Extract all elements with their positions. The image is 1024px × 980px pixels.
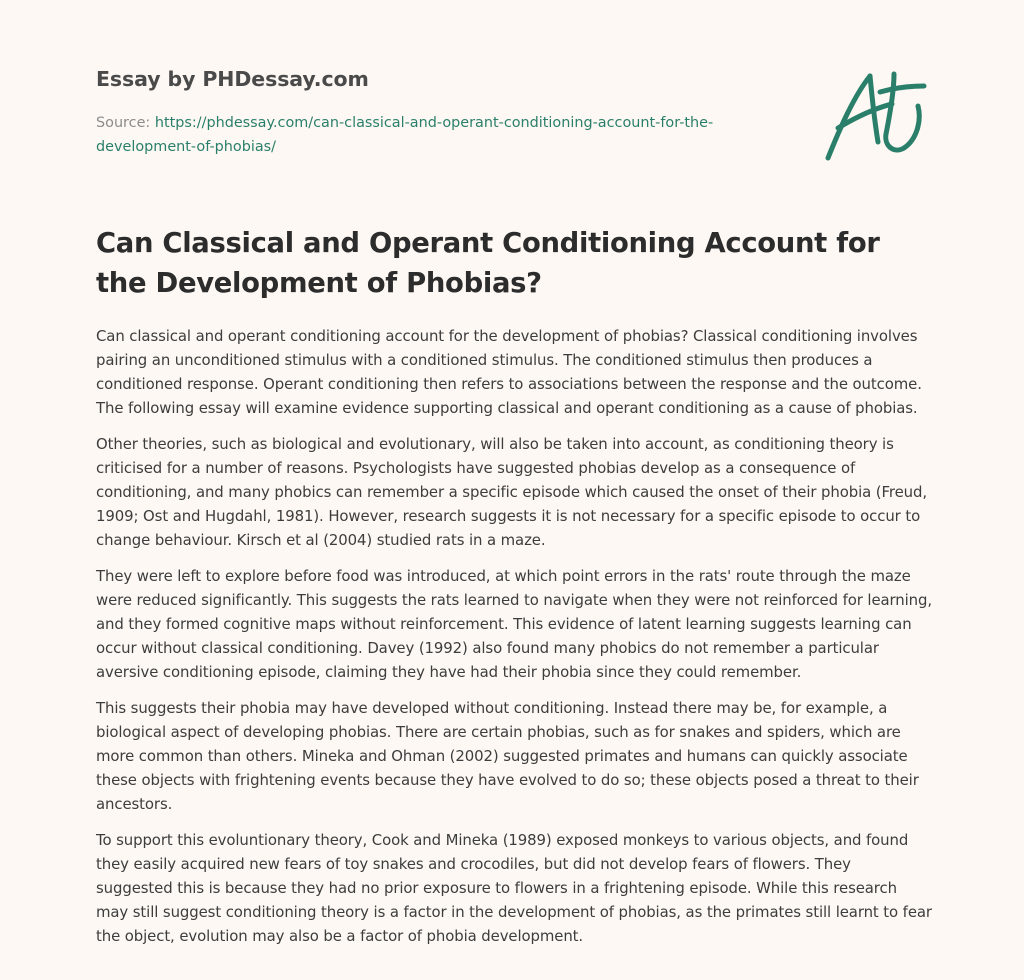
paragraph: Can classical and operant conditioning account for the development of phobias? Classical conditioning involves pairing an unconditioned stimulus with a conditioned stimulus. The conditioned stimulus then produces a conditioned response. Operant conditioning then refers to associations between the response and the outcome. The following essay will examine evidence supporting classical and operant conditioning as a cause of phobias.: [96, 327, 922, 417]
source-label: Source:: [96, 115, 151, 131]
source-link[interactable]: https://phdessay.com/can-classical-and-operant-conditioning-account-for-the-development-of-phobias/: [96, 115, 714, 155]
article-title: Can Classical and Operant Conditioning Account for the Development of Phobias?: [96, 228, 880, 299]
page-header: [96, 66, 796, 159]
article-body: [96, 324, 932, 960]
paragraph: To support this evoluntionary theory, Cook and Mineka (1989) exposed monkeys to various objects, and found they easily acquired new fears of toy snakes and crocodiles, but did not develop fears of flowers. They suggested this is because they had no prior exposure to flowers in a frightening episode. While this research may still suggest conditioning theory is a factor in the development of phobias, as the primates still learnt to fear the object, evolution may also be a factor of phobia development.: [96, 831, 932, 945]
paragraph: They were left to explore before food was introduced, at which point errors in the rats' route through the maze were reduced significantly. This suggests the rats learned to navigate when they were not reinforced for learning, and they formed cognitive maps without reinforcement. This evidence of latent learning suggests learning can occur without classical conditioning. Davey (1992) also found many phobics do not remember a particular aversive conditioning episode, claiming they have had their phobia since they could remember.: [96, 567, 932, 681]
site-brand: Essay by PHDessay.com: [96, 67, 369, 91]
source-line: [96, 111, 796, 159]
paragraph: This suggests their phobia may have developed without conditioning. Instead there may be, for example, a biological aspect of developing phobias. There are certain phobias, such as for snakes and spiders, which are more common than others. Mineka and Ohman (2002) suggested primates and humans can quickly associate these objects with frightening events because they have evolved to do so; these objects posed a threat to their ancestors.: [96, 699, 919, 813]
paragraph: Other theories, such as biological and evolutionary, will also be taken into account, as conditioning theory is criticised for a number of reasons. Psychologists have suggested phobias develop as a consequence of conditioning, and many phobics can remember a specific episode which caused the onset of their phobia (Freud, 1909; Ost and Hugdahl, 1981). However, research suggests it is not necessary for a specific episode to occur to change behaviour. Kirsch et al (2004) studied rats in a maze.: [96, 435, 927, 549]
a-plus-grade-icon: [818, 66, 930, 166]
